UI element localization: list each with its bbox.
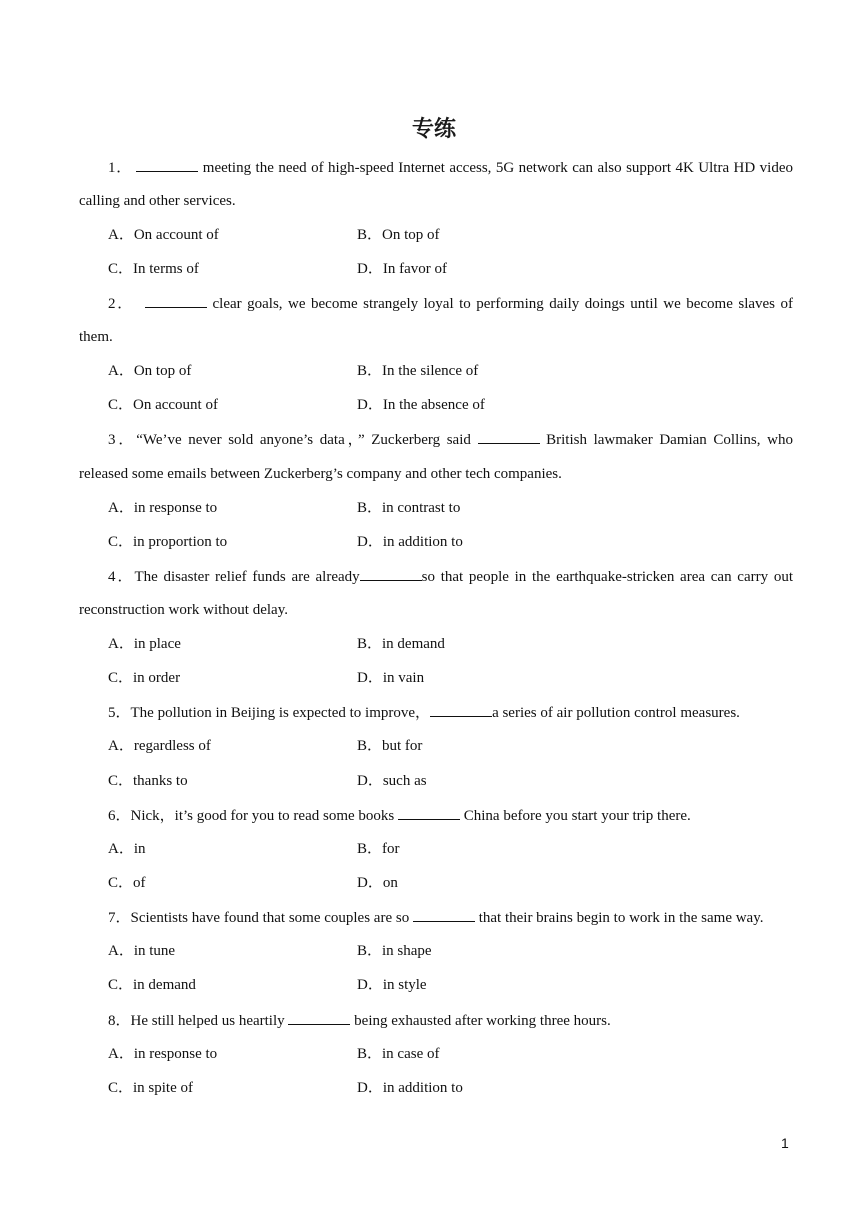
option-d: D．in addition to: [357, 1080, 463, 1096]
option-d: D．in vain: [357, 670, 425, 686]
option-c: C．On account of: [108, 397, 218, 413]
option-b: B．in demand: [357, 636, 445, 652]
question-text: The pollution in Beijing is expected to improve，: [130, 705, 431, 721]
page-number: 1: [781, 1135, 789, 1151]
question-number: 3．: [108, 432, 137, 448]
question-text: that their brains begin to work in the same way.: [474, 910, 764, 926]
option-c: C．in proportion to: [108, 534, 228, 550]
option-a: A．in: [108, 841, 146, 857]
option-d: D．In favor of: [357, 261, 447, 277]
question-1-continuation: calling and other services.: [79, 193, 236, 209]
option-b: B．in shape: [357, 943, 432, 959]
question-2-stem: [108, 293, 793, 314]
answer-blank: [413, 907, 475, 922]
option-c: C．in spite of: [108, 1080, 193, 1096]
option-a: A．On account of: [108, 227, 219, 243]
option-c: C．of: [108, 875, 146, 891]
question-6-stem: [108, 805, 793, 826]
answer-blank: [136, 157, 198, 172]
question-text: clear goals, we become strangely loyal to performing daily doings until we become slaves of: [207, 296, 793, 312]
question-5-stem: [108, 702, 793, 723]
question-text: being exhausted after working three hours.: [350, 1013, 611, 1029]
question-number: 2．: [108, 296, 134, 312]
page-title: 专练: [411, 117, 456, 142]
question-number: 7．: [108, 910, 131, 926]
question-text: Nick，it’s good for you to read some books: [130, 808, 398, 824]
option-b: B．in contrast to: [357, 500, 461, 516]
option-c: C．thanks to: [108, 773, 188, 789]
question-7-stem: [108, 907, 793, 928]
question-text: a series of air pollution control measures.: [492, 705, 740, 721]
option-d: D．in style: [357, 977, 427, 993]
question-number: 1．: [108, 160, 132, 176]
question-text: meeting the need of high-speed Internet access, 5G network can also support 4K Ultra HD video: [198, 160, 793, 176]
option-d: D．in addition to: [357, 534, 463, 550]
question-3-continuation: released some emails between Zuckerberg’s company and other tech companies.: [79, 466, 562, 482]
answer-blank: [145, 293, 207, 308]
option-a: A．regardless of: [108, 738, 211, 754]
question-text: British lawmaker Damian Collins, who: [539, 432, 793, 448]
option-a: A．in response to: [108, 1046, 218, 1062]
question-8-stem: [108, 1010, 793, 1031]
question-number: 6．: [108, 808, 131, 824]
question-text: Scientists have found that some couples are so: [130, 910, 413, 926]
option-b: B．In the silence of: [357, 363, 479, 379]
question-number: 4．: [108, 569, 135, 585]
option-a: A．in place: [108, 636, 181, 652]
option-d: D．such as: [357, 773, 427, 789]
answer-blank: [288, 1010, 350, 1025]
question-text: so that people in the earthquake-stricken area can carry out: [421, 569, 793, 585]
answer-blank: [478, 429, 540, 444]
answer-blank: [360, 566, 422, 581]
option-c: C．In terms of: [108, 261, 199, 277]
answer-blank: [430, 702, 492, 717]
question-number: 8．: [108, 1013, 131, 1029]
option-a: A．On top of: [108, 363, 192, 379]
question-4-stem: [108, 566, 793, 587]
question-text: China before you start your trip there.: [459, 808, 691, 824]
option-a: A．in tune: [108, 943, 176, 959]
question-1-stem: [108, 157, 793, 178]
answer-blank: [398, 805, 460, 820]
option-c: C．in order: [108, 670, 181, 686]
option-b: B．On top of: [357, 227, 440, 243]
option-b: B．but for: [357, 738, 423, 754]
question-4-continuation: reconstruction work without delay.: [79, 602, 288, 618]
option-b: B．in case of: [357, 1046, 440, 1062]
option-d: D．In the absence of: [357, 397, 485, 413]
option-d: D．on: [357, 875, 398, 891]
question-number: 5．: [108, 705, 131, 721]
option-c: C．in demand: [108, 977, 196, 993]
question-text: He still helped us heartily: [130, 1013, 289, 1029]
question-text: “We’ve never sold anyone’s data，” Zuckerberg said: [136, 432, 478, 448]
option-a: A．in response to: [108, 500, 218, 516]
question-2-continuation: them.: [79, 329, 113, 345]
question-3-stem: [108, 429, 793, 450]
option-b: B．for: [357, 841, 400, 857]
question-text: The disaster relief funds are already: [134, 569, 360, 585]
